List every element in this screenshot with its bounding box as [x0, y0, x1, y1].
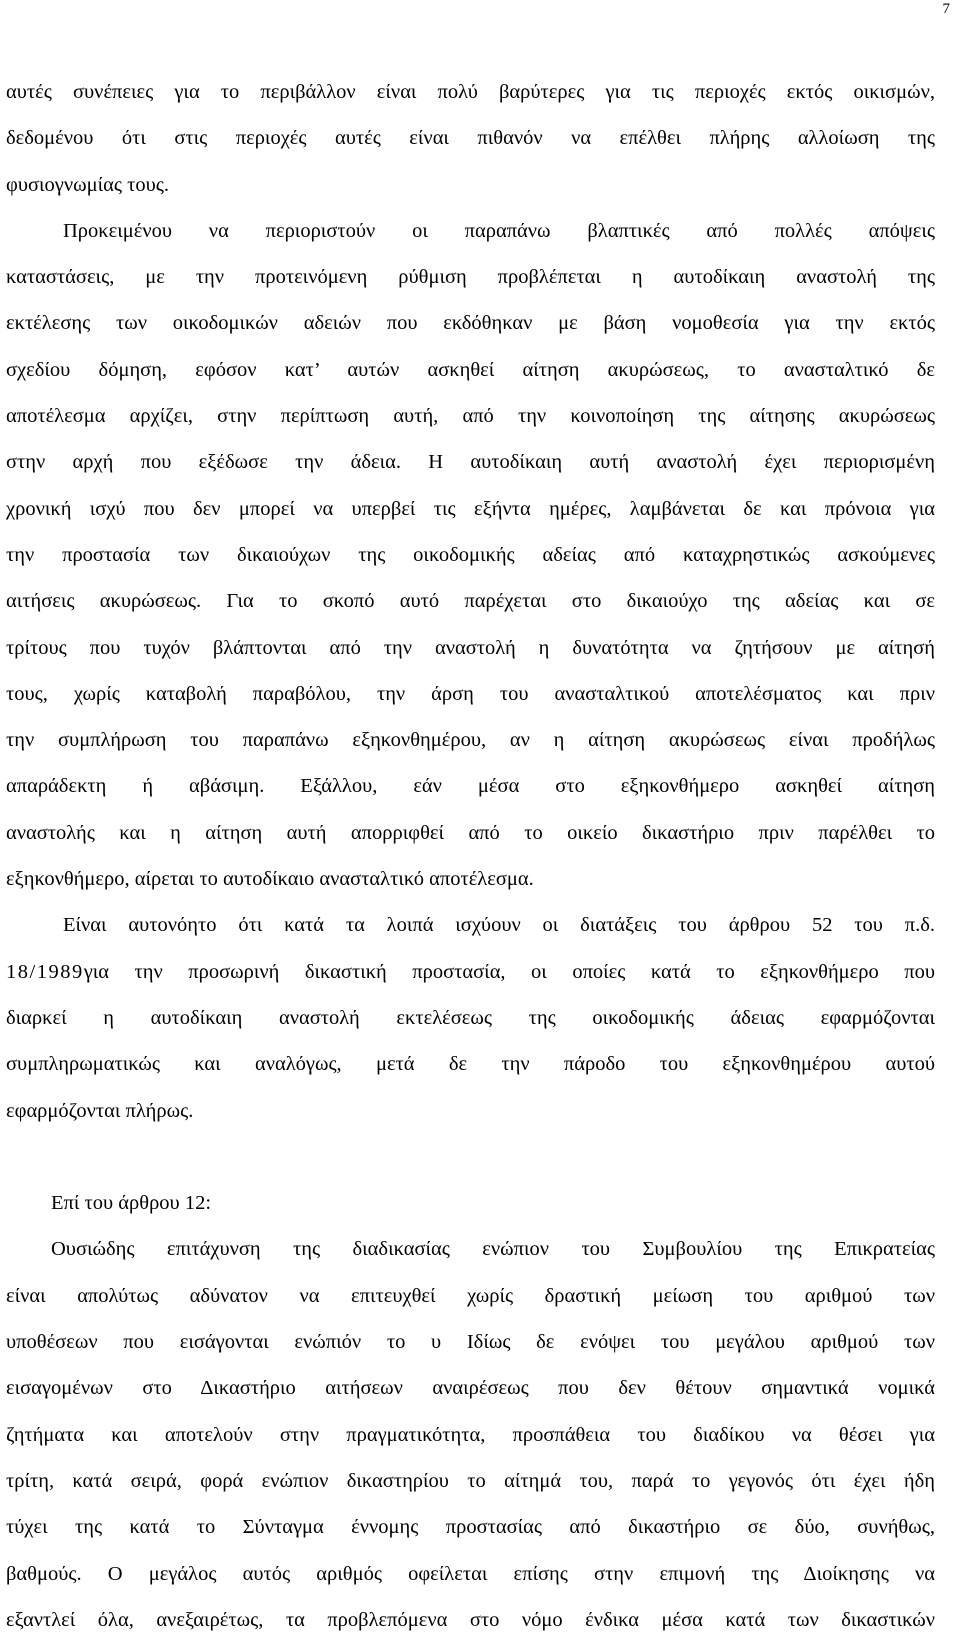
text-line: εισαγομένων στο Δικαστήριο αιτήσεων αναιρέσεως που δεν θέτουν σημαντικά νομικά: [6, 1377, 935, 1400]
text-line: εκτέλεσης των οικοδομικών αδειών που εκδόθηκαν με βάση νομοθεσία για την εκτός: [6, 312, 935, 335]
section-heading: Επί του άρθρου 12:: [51, 1192, 212, 1215]
text-line: εξηκονθήμερο, αίρεται το αυτοδίκαιο ανασταλτικό αποτέλεσμα.: [6, 868, 534, 891]
text-line: Ουσιώδης επιτάχυνση της διαδικασίας ενώπιον του Συμβουλίου της Επικρατείας: [51, 1238, 935, 1261]
page-number: 7: [942, 1, 950, 17]
text-line: απαράδεκτη ή αβάσιμη. Εξάλλου, εάν μέσα στο εξηκονθήμερο ασκηθεί αίτηση: [6, 775, 935, 798]
text-line: βαθμούς. Ο μεγάλος αυτός αριθμός οφείλεται επίσης στην επιμονή της Διοίκησης να: [6, 1562, 935, 1585]
text-line: καταστάσεις, με την προτεινόμενη ρύθμιση προβλέπεται η αυτοδίκαιη αναστολή της: [6, 266, 935, 289]
text-line: διαρκεί η αυτοδίκαιη αναστολή εκτελέσεως της οικοδομικής άδειας εφαρμόζονται: [6, 1006, 935, 1029]
text-line: δεδομένου ότι στις περιοχές αυτές είναι πιθανόν να επέλθει πλήρης αλλοίωση της: [6, 127, 935, 150]
text-line: φυσιογνωμίας τους.: [6, 173, 169, 196]
paragraph-1: [6, 69, 935, 208]
text-line: ζητήματα και αποτελούν στην πραγματικότητα, προσπάθεια του διαδίκου να θέσει για: [6, 1423, 935, 1446]
text-line: τους, χωρίς καταβολή παραβόλου, την άρση του ανασταλτικού αποτελέσματος και πριν: [6, 682, 935, 705]
text-line: [6, 949, 935, 995]
text-line: την προστασία των δικαιούχων της οικοδομικής αδείας από καταχρηστικώς ασκούμενες: [6, 543, 935, 566]
text-line: Προκειμένου να περιοριστούν οι παραπάνω βλαπτικές από πολλές απόψεις: [63, 219, 935, 242]
text-line: αιτήσεις ακυρώσεως. Για το σκοπό αυτό παρέχεται στο δικαιούχο της αδείας και σε: [6, 590, 935, 613]
text-fragment: για την προσωρινή δικαστική προστασία, οι οποίες κατά το εξηκονθήμερο που: [83, 960, 935, 983]
text-line: τρίτους που τυχόν βλάπτονται από την αναστολή η δυνατότητα να ζητήσουν με αίτησή: [6, 636, 935, 659]
text-line: υποθέσεων που εισάγονται ενώπιόν το υ Ιδίως δε ενόψει του μεγάλου αριθμού των: [6, 1331, 935, 1354]
text-line: χρονική ισχύ που δεν μπορεί να υπερβεί τις εξήντα ημέρες, λαμβάνεται δε και πρόνοια για: [6, 497, 935, 520]
text-line: είναι απολύτως αδύνατον να επιτευχθεί χωρίς δραστική μείωση του αριθμού των: [6, 1284, 935, 1307]
paragraph-2: [6, 208, 935, 902]
decree-number: 18/1989: [6, 960, 84, 983]
text-line: τύχει της κατά το Σύνταγμα έννομης προστασίας από δικαστήριο σε δύο, συνήθως,: [6, 1516, 935, 1539]
paragraph-3: [6, 902, 935, 1133]
text-line: αποτέλεσμα αρχίζει, στην περίπτωση αυτή, από την κοινοποίηση της αίτησης ακυρώσεως: [6, 405, 935, 428]
text-line: εξαντλεί όλα, ανεξαιρέτως, τα προβλεπόμενα στο νόμο ένδικα μέσα κατά των δικαστικών: [6, 1608, 935, 1631]
text-line: Είναι αυτονόητο ότι κατά τα λοιπά ισχύουν οι διατάξεις του άρθρου 52 του π.δ.: [63, 914, 935, 937]
paragraph-4: [6, 1226, 935, 1643]
text-line: σχεδίου δόμηση, εφόσον κατ’ αυτών ασκηθεί αίτηση ακυρώσεως, το ανασταλτικό δε: [6, 358, 935, 381]
text-line: αναστολής και η αίτηση αυτή απορριφθεί από το οικείο δικαστήριο πριν παρέλθει το: [6, 821, 935, 844]
text-line: εφαρμόζονται πλήρως.: [6, 1099, 194, 1122]
text-line: αυτές συνέπειες για το περιβάλλον είναι πολύ βαρύτερες για τις περιοχές εκτός οικισμών,: [6, 81, 935, 103]
text-line: συμπληρωματικώς και αναλόγως, μετά δε την πάροδο του εξηκονθημέρου αυτού: [6, 1053, 935, 1076]
text-line: στην αρχή που εξέδωσε την άδεια. Η αυτοδίκαιη αυτή αναστολή έχει περιορισμένη: [6, 451, 935, 474]
text-line: την συμπλήρωση του παραπάνω εξηκονθημέρου, αν η αίτηση ακυρώσεως είναι προδήλως: [6, 729, 935, 752]
blank-line: [6, 1134, 935, 1180]
document-body: [6, 69, 935, 1643]
text-line: τρίτη, κατά σειρά, φορά ενώπιον δικαστηρίου το αίτημά του, παρά το γεγονός ότι έχει ήδη: [6, 1469, 935, 1492]
